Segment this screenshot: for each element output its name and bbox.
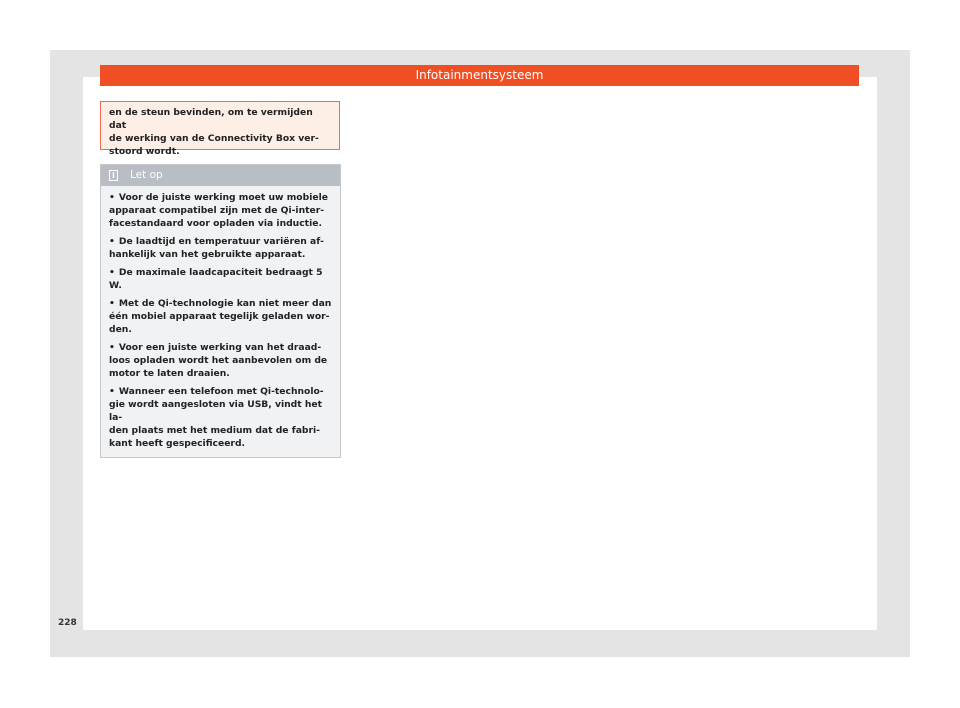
- bullet-icon: •: [109, 342, 115, 353]
- note-line: gie wordt aangesloten via USB, vindt het la-: [109, 399, 323, 423]
- note-line: apparaat compatibel zijn met de Qi-inter-: [109, 205, 325, 216]
- caution-line: en de steun bevinden, om te vermijden dat: [109, 107, 313, 131]
- page-number: 228: [58, 618, 77, 628]
- caution-line: stoord wordt.: [109, 146, 180, 157]
- note-line: W.: [109, 280, 122, 291]
- note-box: [100, 164, 341, 458]
- note-line: Wanneer een telefoon met Qi-technolo-: [118, 386, 324, 397]
- note-line: den plaats met het medium dat de fabri-: [109, 425, 320, 436]
- note-item: [109, 385, 332, 450]
- note-line: hankelijk van het gebruikte apparaat.: [109, 249, 306, 260]
- note-line: loos opladen wordt het aanbevolen om de: [109, 355, 328, 366]
- note-line: den.: [109, 324, 132, 335]
- note-line: kant heeft gespecificeerd.: [109, 438, 246, 449]
- note-line: De maximale laadcapaciteit bedraagt 5: [118, 267, 323, 278]
- note-item: [109, 266, 332, 292]
- bullet-icon: •: [109, 192, 115, 203]
- info-icon: i: [109, 170, 118, 181]
- note-line: Voor de juiste werking moet uw mobiele: [118, 192, 328, 203]
- note-line: facestandaard voor opladen via inductie.: [109, 218, 322, 229]
- note-line: Met de Qi-technologie kan niet meer dan: [118, 298, 332, 309]
- caution-line: de werking van de Connectivity Box ver-: [109, 133, 319, 144]
- note-body: [101, 186, 340, 450]
- note-item: [109, 341, 332, 380]
- note-line: één mobiel apparaat tegelijk geladen wor-: [109, 311, 330, 322]
- bullet-icon: •: [109, 267, 115, 278]
- note-title: Let op: [130, 169, 163, 181]
- section-title: Infotainmentsysteem: [415, 68, 544, 82]
- note-line: motor te laten draaien.: [109, 368, 230, 379]
- note-item: [109, 191, 332, 230]
- note-item: [109, 297, 332, 336]
- bullet-icon: •: [109, 236, 115, 247]
- section-header: [100, 65, 859, 86]
- bullet-icon: •: [109, 298, 115, 309]
- note-line: Voor een juiste werking van het draad-: [118, 342, 322, 353]
- note-header: [101, 165, 340, 186]
- note-line: De laadtijd en temperatuur variëren af-: [118, 236, 324, 247]
- note-item: [109, 235, 332, 261]
- caution-box: [100, 101, 340, 157]
- bullet-icon: •: [109, 386, 115, 397]
